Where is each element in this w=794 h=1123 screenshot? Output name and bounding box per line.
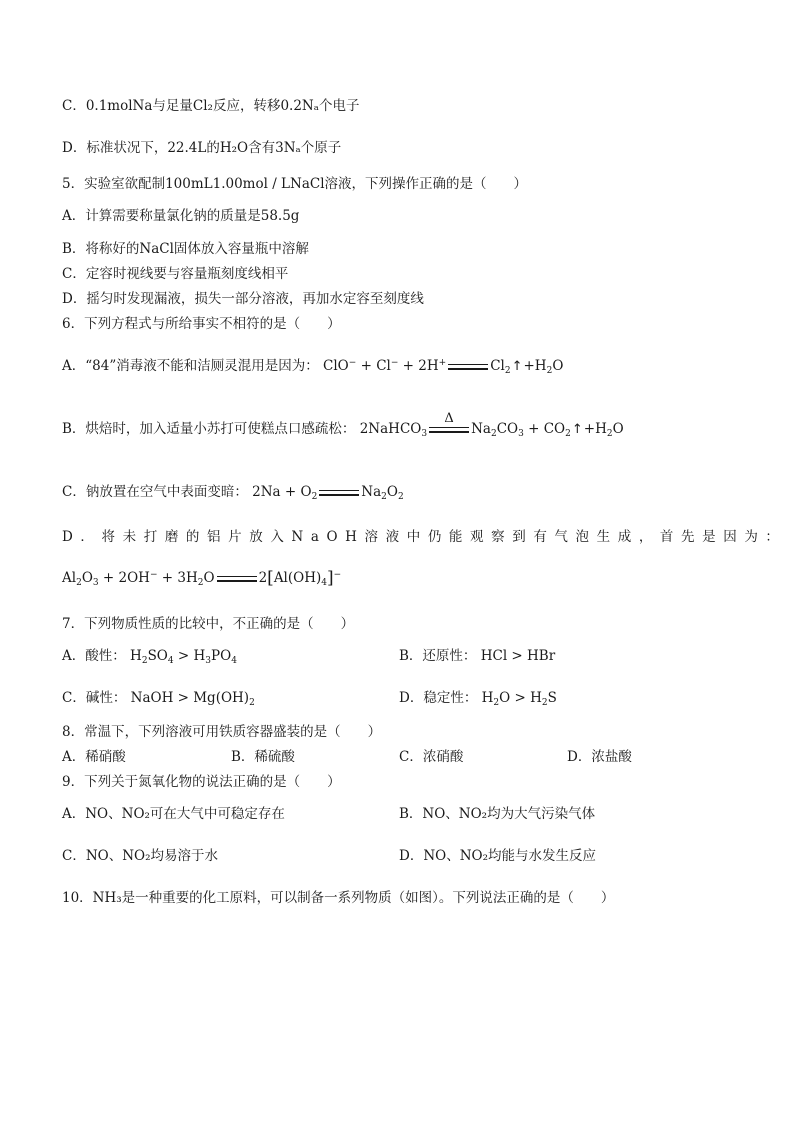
q6-option-b-text: B．烘焙时，加入适量小苏打可使糕点口感疏松： [62, 421, 356, 437]
q6-option-d-equation: $Al_2O_3 + 2OH^- + 3H_2O$ $2[Al(OH)_4]^-$ [62, 568, 342, 588]
q6-option-b [62, 410, 624, 439]
q7-option-b-formula: HCl > HBr [480, 648, 556, 664]
gas-up-arrow-icon: ↑ [511, 359, 523, 374]
q5-option-a: A．计算需要称量氯化钠的质量是58.5g [62, 208, 300, 224]
q9-stem: 9．下列关于氮氧化物的说法正确的是（ ） [62, 774, 341, 790]
q7-stem: 7．下列物质性质的比较中，不正确的是（ ） [62, 616, 355, 632]
q6-option-b-equation: 2NaHCO$_3$ Δ $Na_2CO_3$ + $CO_2↑+H_2O$ [359, 410, 624, 439]
q4-option-c: C．0.1molNa与足量Cl₂反应，转移0.2Nₐ个电子 [62, 98, 360, 114]
equals-arrow [429, 410, 469, 433]
heat-condition: Δ [444, 410, 454, 426]
q6-stem: 6．下列方程式与所给事实不相符的是（ ） [62, 316, 341, 332]
q5-stem: 5．实验室欲配制100mL1.00mol / LNaCl溶液，下列操作正确的是（ ） [62, 176, 528, 192]
q6-option-d: D．将未打磨的铝片放入NaOH溶液中仍能观察到有气泡生成，首先是因为： [62, 529, 787, 545]
equals-arrow [448, 364, 488, 370]
q7-option-d [399, 689, 557, 707]
q10-stem: 10．NH₃是一种重要的化工原料，可以制备一系列物质（如图）。下列说法正确的是（ ） [62, 890, 615, 906]
q7-option-a [62, 647, 237, 665]
q8-option-d: D．浓盐酸 [567, 749, 632, 765]
q8-option-a: A．稀硝酸 [62, 749, 126, 765]
q6-option-c-equation: $2Na + O_2$ $Na_2O_2$ [252, 484, 404, 502]
q9-option-a: A．NO、NO₂可在大气中可稳定存在 [62, 806, 285, 822]
q6-option-c-text: C．钠放置在空气中表面变暗： [62, 484, 248, 500]
q9-option-c: C．NO、NO₂均易溶于水 [62, 848, 219, 864]
q9-option-d: D．NO、NO₂均能与水发生反应 [399, 848, 596, 864]
q7-option-d-formula: $H_2O > H_2S$ [481, 690, 557, 708]
q7-option-b [399, 647, 555, 665]
q4-option-d: D．标准状况下，22.4L的H₂O含有3Nₐ个原子 [62, 140, 342, 156]
q5-option-d: D．摇匀时发现漏液，损失一部分溶液，再加水定容至刻度线 [62, 291, 424, 307]
q8-stem: 8．常温下，下列溶液可用铁质容器盛装的是（ ） [62, 724, 382, 740]
q7-option-d-text: D．稳定性： [399, 690, 478, 706]
q8-option-b: B．稀硫酸 [231, 749, 295, 765]
q6-option-c [62, 483, 404, 501]
equals-arrow [217, 576, 257, 582]
q6-option-a-text: A．“84”消毒液不能和洁厕灵混用是因为： [62, 358, 319, 374]
q7-option-c-formula: NaOH > $Mg(OH)_2$ [130, 690, 255, 708]
q5-option-c: C．定容时视线要与容量瓶刻度线相平 [62, 266, 289, 282]
q7-option-c [62, 689, 255, 707]
q5-option-b: B．将称好的NaCl固体放入容量瓶中溶解 [62, 241, 309, 257]
equals-arrow [319, 490, 359, 496]
q9-option-b: B．NO、NO₂均为大气污染气体 [399, 806, 596, 822]
q7-option-c-text: C．碱性： [62, 690, 127, 706]
q7-option-b-text: B．还原性： [399, 648, 477, 664]
q6-option-a [62, 357, 563, 376]
q7-option-a-text: A．酸性： [62, 648, 126, 664]
q8-option-c: C．浓硝酸 [399, 749, 464, 765]
gas-up-arrow-icon: ↑ [571, 422, 583, 437]
q7-option-a-formula: $H_2SO_4 > H_3PO_4$ [130, 648, 237, 666]
q6-option-a-equation: ClO− + Cl− + 2H+ $Cl_2↑+H_2O$ [323, 358, 564, 376]
